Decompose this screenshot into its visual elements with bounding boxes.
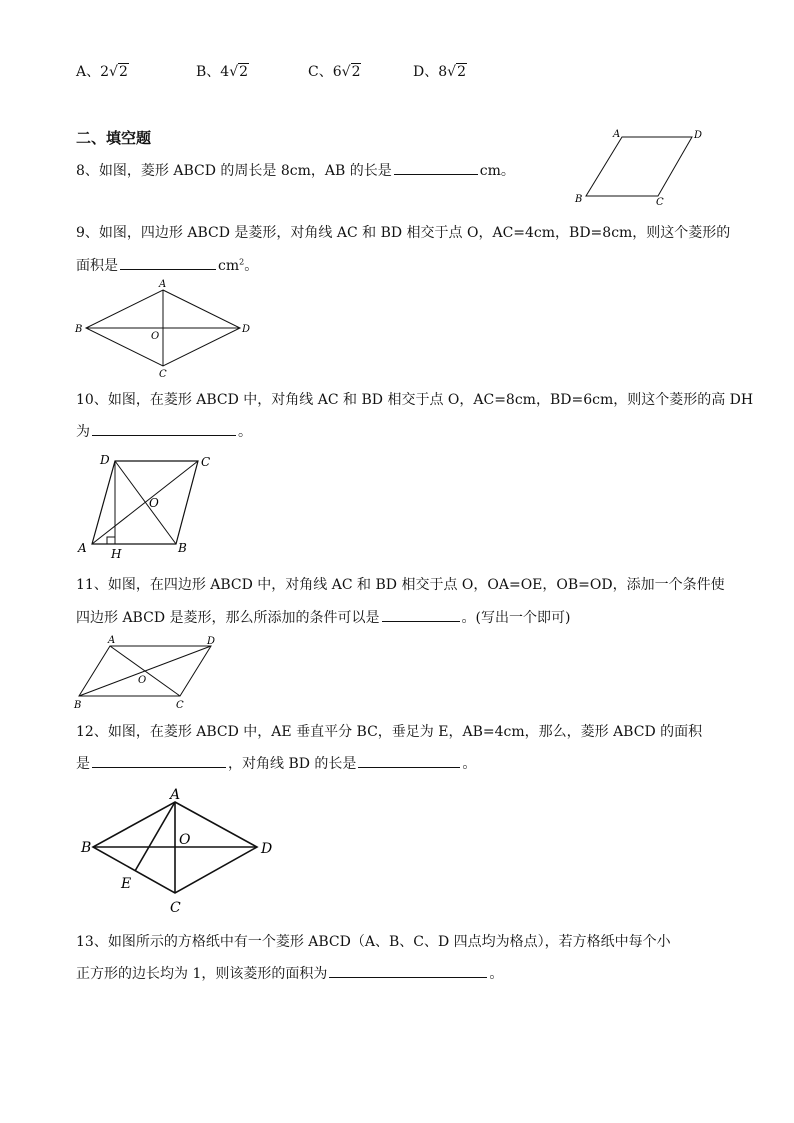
question-9-line1: 9、如图，四边形 ABCD 是菱形，对角线 AC 和 BD 相交于点 O，AC=4cm，BD=8cm，则这个菱形的 bbox=[76, 225, 731, 241]
label-a: A bbox=[170, 787, 181, 803]
answer-blank[interactable] bbox=[92, 753, 226, 768]
label-o: O bbox=[138, 675, 147, 686]
label-b: B bbox=[81, 840, 92, 856]
sqrt-symbol: √2 bbox=[229, 64, 249, 80]
label-c: C bbox=[656, 197, 664, 208]
question-8: 8、如图，菱形 ABCD 的周长是 8cm，AB 的长是 cm。 bbox=[76, 160, 515, 180]
question-12-line1: 12、如图，在菱形 ABCD 中，AE 垂直平分 BC，垂足为 E，AB=4cm，那么，菱形 ABCD 的面积 bbox=[76, 724, 703, 740]
question-11-line2: 四边形 ABCD 是菱形，那么所添加的条件可以是 。(写出一个即可) bbox=[76, 607, 570, 627]
label-c: C bbox=[159, 369, 167, 380]
sqrt-symbol: √2 bbox=[109, 64, 128, 80]
figure-q11-parallelogram bbox=[70, 630, 230, 710]
label-a: A bbox=[159, 279, 167, 290]
label-o: O bbox=[149, 496, 159, 510]
figure-q8-rhombus bbox=[570, 125, 720, 208]
answer-blank[interactable] bbox=[92, 421, 236, 436]
label-e: E bbox=[121, 876, 132, 892]
answer-blank[interactable] bbox=[329, 963, 487, 978]
label-d: D bbox=[694, 130, 703, 141]
option-a: A、2√2 bbox=[76, 64, 128, 80]
sqrt-symbol: √2 bbox=[447, 64, 466, 80]
answer-blank[interactable] bbox=[120, 255, 216, 270]
label-o: O bbox=[179, 832, 191, 848]
label-b: B bbox=[74, 700, 82, 711]
answer-blank[interactable] bbox=[394, 160, 478, 175]
question-10-line2: 为 。 bbox=[76, 421, 252, 441]
label-o: O bbox=[151, 331, 160, 342]
label-h: H bbox=[111, 547, 122, 561]
option-b: B、4√2 bbox=[196, 64, 249, 80]
answer-blank[interactable] bbox=[382, 607, 460, 622]
label-d: D bbox=[261, 841, 273, 857]
option-c: C、6√2 bbox=[308, 64, 361, 80]
figure-q9-rhombus bbox=[70, 275, 260, 385]
answer-blank[interactable] bbox=[358, 753, 460, 768]
label-d: D bbox=[100, 453, 110, 467]
question-9-line2: 面积是 $cm^2$。 bbox=[76, 255, 258, 275]
question-12-line2: 是 ，对角线 BD 的长是 。 bbox=[76, 753, 476, 773]
label-b: B bbox=[178, 541, 187, 555]
label-d: D bbox=[242, 324, 251, 335]
label-c: C bbox=[176, 700, 184, 711]
question-10-line1: 10、如图，在菱形 ABCD 中，对角线 AC 和 BD 相交于点 O，AC=8cm，BD=6cm，则这个菱形的高 DH bbox=[76, 392, 754, 408]
label-b: B bbox=[575, 194, 583, 205]
label-c: C bbox=[170, 900, 181, 916]
option-d: D、8√2 bbox=[413, 64, 466, 80]
sqrt-symbol: √2 bbox=[341, 64, 361, 80]
question-11-line1: 11、如图，在四边形 ABCD 中，对角线 AC 和 BD 相交于点 O，OA=OE，OB=OD，添加一个条件使 bbox=[76, 577, 725, 593]
label-b: B bbox=[75, 324, 83, 335]
figure-q12-rhombus bbox=[75, 782, 290, 917]
section-title: 二、填空题 bbox=[76, 129, 152, 147]
figure-q10-rhombus bbox=[72, 448, 232, 560]
question-13-line2: 正方形的边长均为 1，则该菱形的面积为 。 bbox=[76, 963, 503, 983]
label-a: A bbox=[613, 129, 621, 140]
question-13-line1: 13、如图所示的方格纸中有一个菱形 ABCD（A、B、C、D 四点均为格点），若方格纸中每个小 bbox=[76, 934, 671, 950]
label-a: A bbox=[108, 635, 116, 646]
label-d: D bbox=[207, 636, 216, 647]
label-a: A bbox=[78, 541, 87, 555]
label-c: C bbox=[201, 455, 211, 469]
